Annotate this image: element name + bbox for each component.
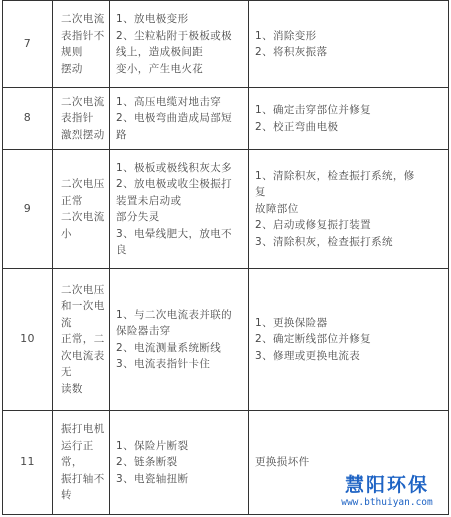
symptom-line: 二次电压: [61, 178, 105, 190]
fault-symptom: [53, 269, 110, 411]
symptom-line: 正常，二: [61, 333, 105, 346]
symptom-line: 规则: [61, 46, 83, 58]
remedy-line: 更换损坏件: [255, 456, 310, 469]
cause-line: 线上，造成极间距: [116, 46, 204, 58]
fault-table-body: [3, 1, 449, 515]
table-row: [3, 88, 449, 150]
symptom-line: 正常: [61, 194, 83, 207]
cause-line: 2、链条断裂: [116, 456, 178, 469]
remedy-line: 复: [255, 186, 266, 199]
cause-line: 3、电流表指针卡住: [116, 358, 211, 370]
symptom-line: 激烈摆动: [61, 128, 105, 141]
cause-line: 2、尘粒粘附于极板或极: [116, 29, 233, 42]
remedy-line: 1、确定击穿部位并修复: [255, 104, 372, 116]
symptom-line: 常，: [61, 456, 83, 469]
cause-line: 2、放电极或收尘极振打: [116, 178, 233, 190]
fault-remedy: [249, 269, 449, 411]
symptom-line: 摆动: [61, 62, 83, 75]
row-number: 7: [3, 1, 53, 88]
fault-symptom: [53, 1, 110, 88]
symptom-line: 小: [61, 227, 72, 240]
fault-cause: [110, 269, 249, 411]
row-number: 9: [3, 150, 53, 269]
fault-remedy: [249, 88, 449, 150]
symptom-line: 表指针不: [61, 29, 105, 42]
cause-line: 1、保险片断裂: [116, 439, 189, 452]
remedy-line: 2、启动或修复振打装置: [255, 219, 372, 232]
watermark-url: www.bthuiyan.com: [341, 497, 433, 508]
fault-remedy: [249, 1, 449, 88]
symptom-line: 转: [61, 489, 72, 502]
fault-cause: [110, 1, 249, 88]
remedy-line: 1、清除积灰，检查振打系统，修: [255, 169, 415, 182]
symptom-line: 二次电流: [61, 95, 105, 108]
cause-line: 部分失灵: [116, 211, 160, 223]
remedy-line: 3、清除积灰，检查振打系统: [255, 235, 393, 248]
fault-table: [2, 0, 449, 515]
symptom-line: 二次电流: [61, 211, 105, 223]
remedy-line: 2、将积灰振落: [255, 46, 328, 58]
cause-line: 良: [116, 244, 127, 256]
remedy-line: 2、确定断线部位并修复: [255, 333, 372, 346]
cause-line: 路: [116, 128, 127, 141]
cause-line: 2、电极弯曲造成局部短: [116, 112, 233, 125]
cause-line: 3、电瓷轴扭断: [116, 472, 189, 485]
remedy-line: 3、修理或更换电流表: [255, 349, 361, 362]
symptom-line: 振打轴不: [61, 472, 105, 485]
cause-line: 保险器击穿: [116, 325, 171, 337]
fault-symptom: [53, 411, 110, 515]
symptom-line: 表指针: [61, 112, 94, 125]
symptom-line: 运行正: [61, 439, 94, 452]
remedy-line: 2、校正弯曲电极: [255, 120, 339, 133]
cause-line: 1、与二次电流表并联的: [116, 308, 233, 321]
remedy-line: 故障部位: [255, 202, 299, 215]
watermark-title: 慧阳环保: [344, 474, 429, 496]
row-number: 10: [3, 269, 53, 411]
remedy-line: 1、更换保险器: [255, 316, 328, 329]
cause-line: 1、高压电缆对地击穿: [116, 95, 222, 108]
cause-line: 2、电流测量系统断线: [116, 341, 222, 354]
symptom-line: 次电流表: [61, 349, 105, 362]
cause-line: 变小，产生电火花: [116, 62, 204, 75]
fault-cause: [110, 88, 249, 150]
remedy-line: 1、消除变形: [255, 29, 317, 42]
table-row: [3, 150, 449, 269]
symptom-line: 读数: [61, 382, 83, 395]
table-row: [3, 269, 449, 411]
cause-line: 1、放电极变形: [116, 13, 189, 25]
table-row: [3, 1, 449, 88]
fault-cause: [110, 411, 249, 515]
symptom-line: 二次电流: [61, 13, 105, 25]
fault-symptom: [53, 150, 110, 269]
cause-line: 装置未启动或: [116, 194, 182, 207]
symptom-line: 二次电压: [61, 283, 105, 296]
cause-line: 1、极板或极线积灰太多: [116, 161, 233, 174]
watermark-logo: [326, 474, 448, 514]
fault-remedy: [249, 150, 449, 269]
row-number: 8: [3, 88, 53, 150]
cause-line: 3、电晕线肥大，放电不: [116, 227, 233, 240]
symptom-line: 流: [61, 316, 72, 329]
symptom-line: 无: [61, 366, 72, 379]
symptom-line: 和一次电: [61, 300, 105, 313]
symptom-line: 振打电机: [61, 423, 105, 436]
fault-symptom: [53, 88, 110, 150]
fault-cause: [110, 150, 249, 269]
row-number: 11: [3, 411, 53, 515]
